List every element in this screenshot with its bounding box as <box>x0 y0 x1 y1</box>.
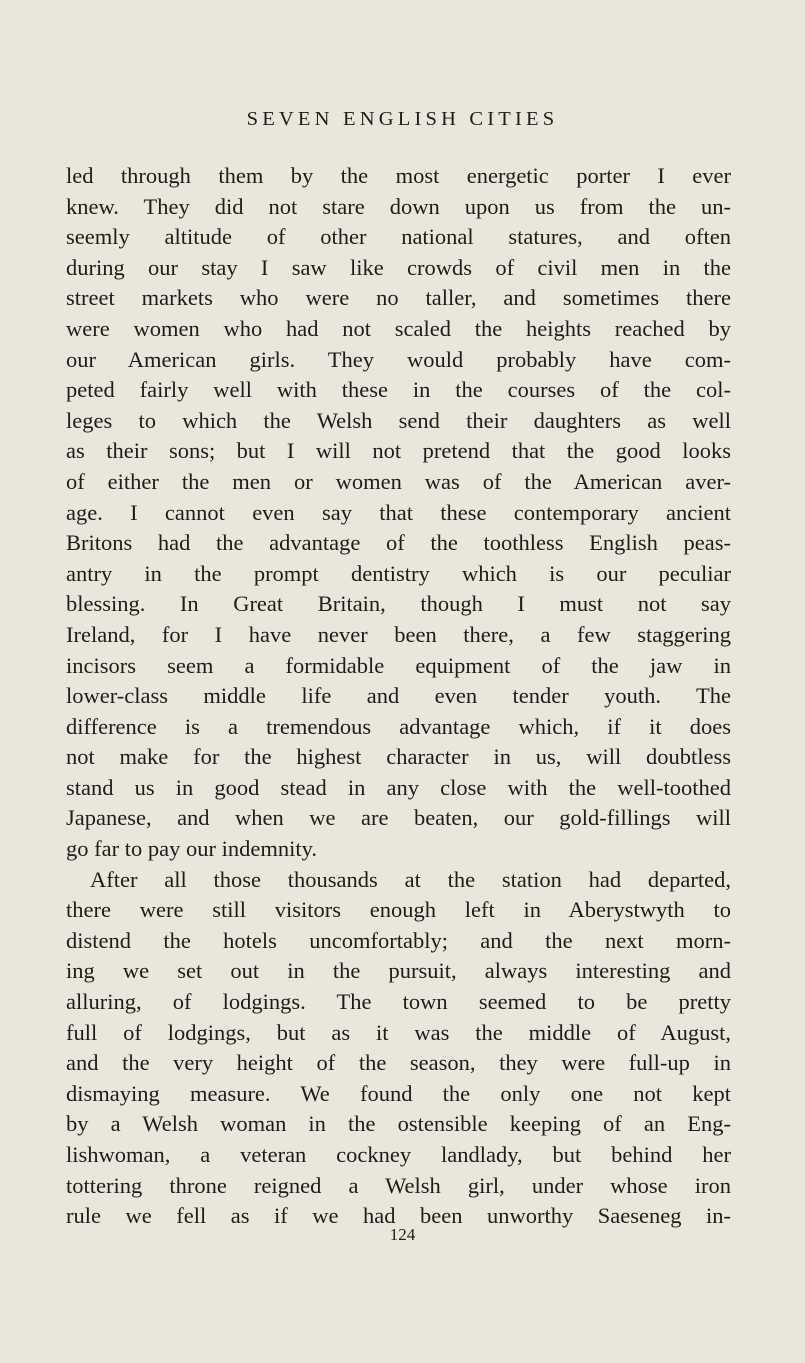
text-line: stand us in good stead in any close with the well-toothed <box>66 774 731 800</box>
text-line: Ireland, for I have never been there, a few staggering <box>66 621 731 647</box>
text-line: our American girls. They would probably have com- <box>66 346 731 372</box>
text-line: seemly altitude of other national statures, and often <box>66 224 731 250</box>
text-line: age. I cannot even say that these contemporary ancient <box>66 499 731 525</box>
text-line: led through them by the most energetic porter I ever <box>66 163 731 188</box>
text-line: rule we fell as if we had been unworthy Saeseneg in- <box>66 1203 731 1229</box>
text-line: distend the hotels uncomfortably; and the next morn- <box>66 927 731 953</box>
page-number: 124 <box>389 1225 416 1244</box>
text-line: leges to which the Welsh send their daughters as well <box>66 407 731 433</box>
text-line: were women who had not scaled the heights reached by <box>66 315 731 341</box>
text-line: full of lodgings, but as it was the middle of August, <box>66 1019 731 1045</box>
text-line: After all those thousands at the station had departed, <box>90 866 731 892</box>
text-line: by a Welsh woman in the ostensible keeping of an Eng- <box>66 1111 731 1137</box>
text-line: there were still visitors enough left in Aberystwyth to <box>66 897 731 923</box>
text-line: not make for the highest character in us, will doubtless <box>66 744 731 770</box>
text-line: ing we set out in the pursuit, always interesting and <box>66 958 731 984</box>
paragraph-1 <box>66 161 731 865</box>
text-line: Britons had the advantage of the toothless English peas- <box>66 530 731 556</box>
text-line: peted fairly well with these in the courses of the col- <box>66 377 731 403</box>
paragraph-2 <box>66 865 731 1232</box>
text-line: blessing. In Great Britain, though I must not say <box>66 591 731 617</box>
text-line: knew. They did not stare down upon us from the un- <box>66 193 731 219</box>
text-line: lower-class middle life and even tender youth. The <box>66 683 731 709</box>
body-text <box>66 161 731 1232</box>
text-line: difference is a tremendous advantage which, if it does <box>66 713 731 739</box>
text-line: during our stay I saw like crowds of civil men in the <box>66 254 731 280</box>
text-line: lishwoman, a veteran cockney landlady, but behind her <box>66 1142 731 1167</box>
text-line: of either the men or women was of the American aver- <box>66 468 731 494</box>
running-head: SEVEN ENGLISH CITIES <box>246 108 559 130</box>
text-line: as their sons; but I will not pretend that the good looks <box>66 438 731 464</box>
text-line: and the very height of the season, they were full-up in <box>66 1050 731 1076</box>
text-line: Japanese, and when we are beaten, our gold-fillings will <box>66 805 731 831</box>
text-line: incisors seem a formidable equipment of the jaw in <box>66 652 731 678</box>
text-line: alluring, of lodgings. The town seemed to be pretty <box>66 989 731 1015</box>
text-line: dismaying measure. We found the only one not kept <box>66 1080 731 1106</box>
text-line: tottering throne reigned a Welsh girl, under whose iron <box>66 1172 731 1198</box>
text-line: antry in the prompt dentistry which is our peculiar <box>66 560 731 586</box>
text-line: street markets who were no taller, and sometimes there <box>66 285 731 311</box>
text-line: go far to pay our indemnity. <box>66 836 317 862</box>
